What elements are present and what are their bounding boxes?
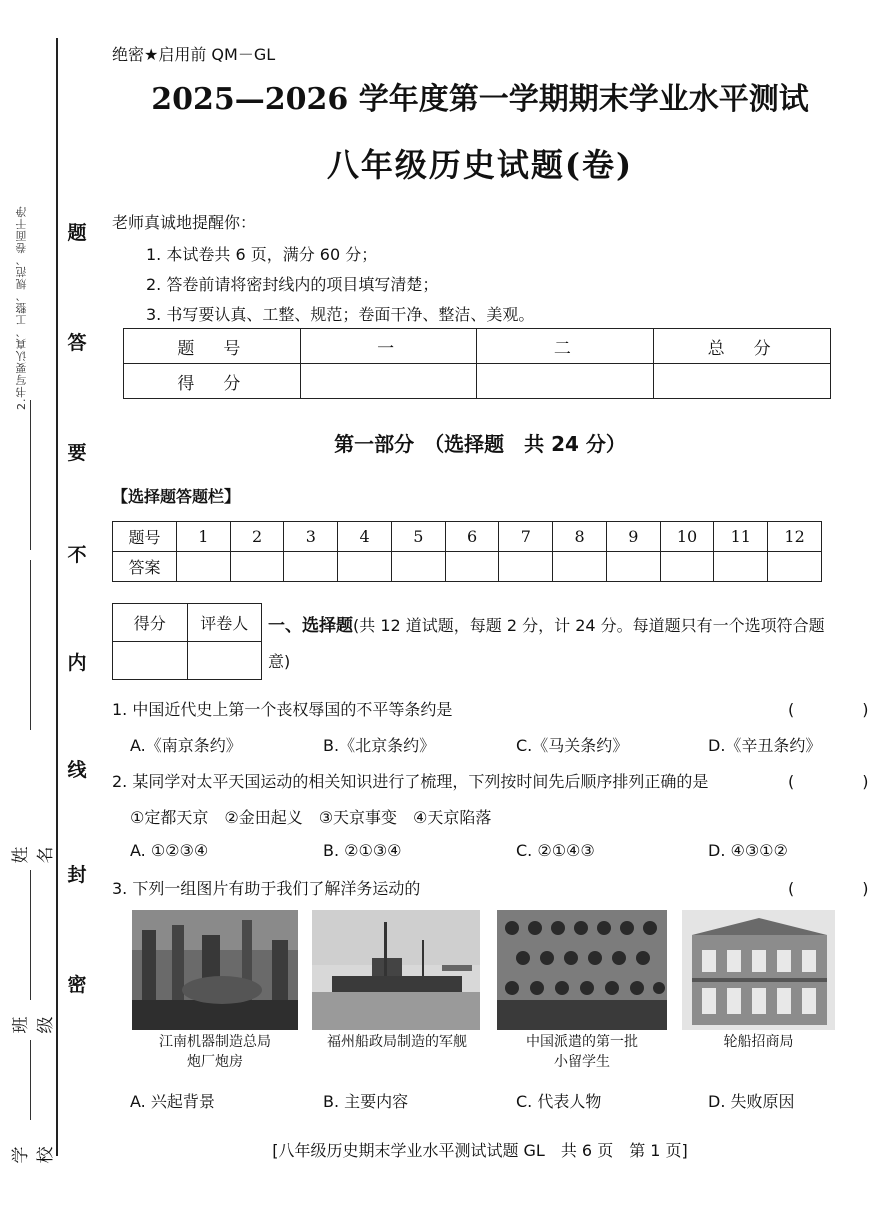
reminder-heading: 老师真诚地提醒你： — [112, 213, 257, 232]
photo-caption — [302, 1032, 492, 1052]
answer-cell[interactable] — [176, 552, 230, 582]
caption-line: 福州船政局制造的军舰 — [327, 1034, 467, 1050]
caption-line: 炮厂炮房 — [187, 1054, 243, 1070]
handwritten-scribble: 2.书写要认真、工整、规范、卷面干净 — [15, 205, 28, 410]
answer-cell[interactable] — [660, 552, 714, 582]
question-1-option-a: A.《南京条约》 — [130, 736, 242, 755]
score-header-cell: 一 — [300, 329, 477, 364]
caption-line: 江南机器制造总局 — [159, 1034, 271, 1050]
seal-word: 答 — [67, 332, 87, 354]
student-info-strip — [8, 40, 56, 1170]
photo-students — [497, 910, 667, 1030]
seal-word: 内 — [67, 652, 87, 674]
caption-line: 小留学生 — [554, 1054, 610, 1070]
question-number-cell: 10 — [660, 522, 714, 552]
question-3-option-b: B. 主要内容 — [323, 1092, 409, 1111]
score-cell[interactable] — [477, 364, 654, 399]
answer-cell[interactable] — [338, 552, 392, 582]
answer-bracket: ( ) — [788, 879, 895, 898]
question-number-cell: 4 — [338, 522, 392, 552]
question-3-option-c: C. 代表人物 — [516, 1092, 602, 1111]
question-number-cell: 8 — [553, 522, 607, 552]
section-one-heading — [268, 608, 838, 680]
question-2-option-a: A. ①②③④ — [130, 841, 209, 860]
seal-line — [56, 38, 58, 1156]
answer-row-label: 答案 — [113, 552, 177, 582]
photo-warship — [312, 910, 480, 1030]
grader-score-cell[interactable] — [113, 642, 188, 680]
question-3-stem: 3. 下列一组图片有助于我们了解洋务运动的 — [112, 879, 421, 898]
answer-bracket: ( ) — [788, 772, 895, 791]
photo-caption — [132, 1032, 298, 1072]
rule-item: 1. 本试卷共 6 页，满分 60 分； — [146, 245, 378, 264]
class-field-label: 班级 — [11, 1016, 56, 1034]
question-number-cell: 12 — [768, 522, 822, 552]
seal-word: 要 — [67, 442, 87, 464]
question-3-option-a: A. 兴起背景 — [130, 1092, 215, 1111]
seal-word: 线 — [67, 759, 87, 781]
score-header-cell: 总 分 — [654, 329, 831, 364]
question-2-option-c: C. ②①④③ — [516, 841, 595, 860]
answer-table — [112, 521, 822, 582]
caption-line: 轮船招商局 — [723, 1034, 794, 1050]
seal-word: 题 — [67, 222, 87, 244]
question-number-cell: 3 — [284, 522, 338, 552]
seal-word: 封 — [67, 864, 87, 886]
answer-cell[interactable] — [284, 552, 338, 582]
grader-table — [112, 603, 262, 680]
score-cell[interactable] — [654, 364, 831, 399]
answer-cell[interactable] — [230, 552, 284, 582]
question-number-cell: 5 — [391, 522, 445, 552]
name-field-line[interactable] — [30, 870, 31, 1000]
question-number-cell: 11 — [714, 522, 768, 552]
section-description: (共 12 道试题，每题 2 分，计 24 分。每道题只有一个选项符合题意) — [268, 616, 825, 671]
page-footer: [八年级历史期末学业水平测试试题 GL 共 6 页 第 1 页] — [272, 1141, 688, 1160]
answer-row-label: 题号 — [113, 522, 177, 552]
part-one-title: 第一部分 （选择题 共 24 分） — [334, 432, 626, 456]
score-header-cell: 二 — [477, 329, 654, 364]
score-cell[interactable] — [300, 364, 477, 399]
section-name: 一、选择题 — [268, 616, 353, 636]
exam-title: 2025—2026 学年度第一学期期末学业水平测试 — [151, 82, 809, 117]
rule-item: 2. 答卷前请将密封线内的项目填写清楚； — [146, 275, 439, 294]
question-1-option-b: B.《北京条约》 — [323, 736, 436, 755]
question-2-option-b: B. ②①③④ — [323, 841, 402, 860]
question-2-items: ①定都天京 ②金田起义 ③天京事变 ④天京陷落 — [130, 808, 492, 827]
question-number-cell: 1 — [176, 522, 230, 552]
grader-reviewer-label: 评卷人 — [187, 604, 262, 642]
photo-caption — [682, 1032, 835, 1052]
grader-score-label: 得分 — [113, 604, 188, 642]
class-field-line[interactable] — [30, 1040, 31, 1120]
question-1-option-d: D.《辛丑条约》 — [708, 736, 822, 755]
answer-cell[interactable] — [768, 552, 822, 582]
question-number-cell: 6 — [445, 522, 499, 552]
photo-arsenal — [132, 910, 298, 1030]
question-number-cell: 9 — [606, 522, 660, 552]
secret-label: 绝密★启用前 QM－GL — [112, 45, 276, 64]
grader-reviewer-cell[interactable] — [187, 642, 262, 680]
question-number-cell: 7 — [499, 522, 553, 552]
score-row-label: 得 分 — [124, 364, 301, 399]
answer-cell[interactable] — [499, 552, 553, 582]
question-2-stem: 2. 某同学对太平天国运动的相关知识进行了梳理，下列按时间先后顺序排列正确的是 — [112, 772, 709, 791]
answer-cell[interactable] — [553, 552, 607, 582]
field-line — [30, 400, 31, 550]
rule-item: 3. 书写要认真、工整、规范；卷面干净、整洁、美观。 — [146, 305, 535, 324]
caption-line: 中国派遣的第一批 — [526, 1034, 638, 1050]
answer-cell[interactable] — [714, 552, 768, 582]
exam-subtitle: 八年级历史试题(卷) — [326, 146, 634, 184]
photo-caption — [497, 1032, 667, 1072]
question-2-option-d: D. ④③①② — [708, 841, 788, 860]
name-field-label: 姓名 — [11, 846, 56, 864]
school-field-label: 学校 — [11, 1146, 56, 1164]
answer-cell[interactable] — [606, 552, 660, 582]
score-table — [123, 328, 831, 399]
field-line — [30, 560, 31, 730]
answer-cell[interactable] — [445, 552, 499, 582]
score-header-cell: 题 号 — [124, 329, 301, 364]
question-1-stem: 1. 中国近代史上第一个丧权辱国的不平等条约是 — [112, 700, 453, 719]
answer-bracket: ( ) — [788, 700, 895, 719]
seal-word: 不 — [67, 544, 87, 566]
seal-warning — [62, 200, 92, 1000]
photo-merchants-bureau — [682, 910, 835, 1030]
question-3-option-d: D. 失败原因 — [708, 1092, 795, 1111]
question-number-cell: 2 — [230, 522, 284, 552]
answer-bar-label: 【选择题答题栏】 — [112, 487, 241, 506]
seal-word: 密 — [67, 974, 87, 996]
question-1-option-c: C.《马关条约》 — [516, 736, 629, 755]
answer-cell[interactable] — [391, 552, 445, 582]
